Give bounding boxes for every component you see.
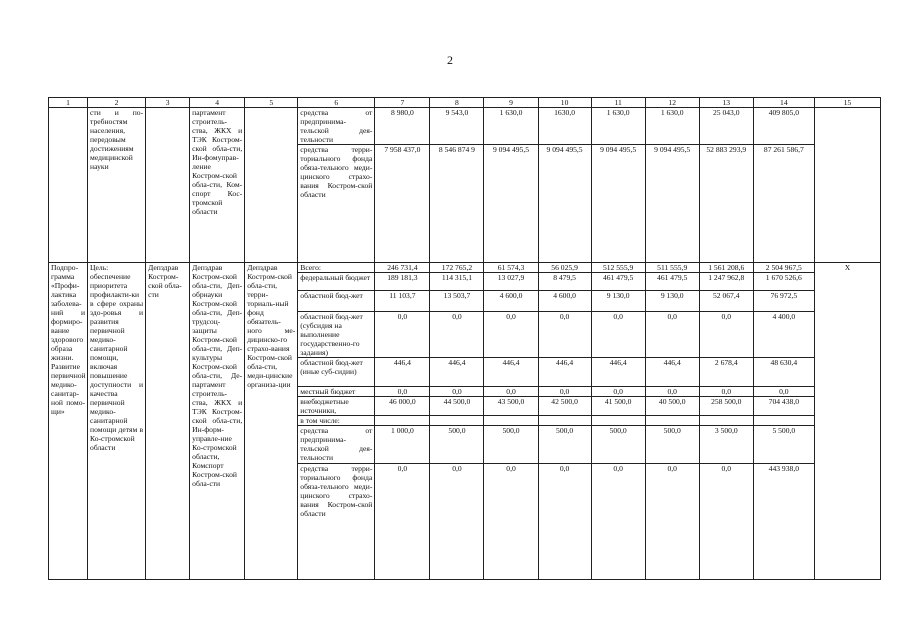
value-cell: 9 094 495,5 bbox=[484, 145, 538, 263]
value-cell: 87 261 586,7 bbox=[753, 145, 814, 263]
value-cell: 0,0 bbox=[645, 312, 699, 358]
table-row bbox=[49, 263, 881, 273]
executors-cell: Депздрав Костром-ской обла-сти, Деп-обрнауки Костром-ской обла-сти, Деп-трудсоц-защиты Костром-ской обла-сти, Деп-культуры Костром-ской обла-сти, Де-партамент строитель-ства, ЖКХ и ТЭК Костром-ской обла-сти, Ин-форм-управле-ние Ко-стромской области, Комспорт Костром-ской обла-сти bbox=[190, 263, 245, 580]
value-cell bbox=[753, 416, 814, 426]
value-cell: 61 574,3 bbox=[484, 263, 538, 273]
value-cell: 446,4 bbox=[375, 358, 430, 387]
value-cell: 446,4 bbox=[591, 358, 645, 387]
value-cell: 3 500,0 bbox=[699, 426, 753, 464]
value-cell: 500,0 bbox=[430, 426, 484, 464]
value-cell: 246 731,4 bbox=[375, 263, 430, 273]
value-cell bbox=[591, 416, 645, 426]
col-header: 5 bbox=[245, 98, 298, 108]
value-cell: 0,0 bbox=[753, 387, 814, 397]
value-cell: 25 043,0 bbox=[699, 108, 753, 145]
subprogram-cell: Подпро-грамма «Профи-лактика заболева-ний и формиро-вание здорового образа жизни. Развитие первичной медико-санитар-ной помо-щи» bbox=[49, 263, 88, 580]
value-cell bbox=[430, 416, 484, 426]
source-label: средства от предпринима-тельской дея-тельности bbox=[298, 426, 375, 464]
value-cell: 0,0 bbox=[538, 387, 591, 397]
value-cell: 7 958 437,0 bbox=[375, 145, 430, 263]
value-cell: 56 025,9 bbox=[538, 263, 591, 273]
value-cell: 1630,0 bbox=[538, 108, 591, 145]
value-cell: 2 504 967,5 bbox=[753, 263, 814, 273]
value-cell bbox=[484, 416, 538, 426]
col-header: 11 bbox=[591, 98, 645, 108]
col-header: 10 bbox=[538, 98, 591, 108]
col-header: 9 bbox=[484, 98, 538, 108]
col-header: 8 bbox=[430, 98, 484, 108]
table-row bbox=[49, 108, 881, 145]
executors-cell: партамент строитель-ства, ЖКХ и ТЭК Костром-ской обла-сти, Ин-фомуправ-ление Костром-ской обла-сти, Ком-спорт Кос-тромской области bbox=[190, 108, 245, 263]
value-cell: 4 600,0 bbox=[484, 291, 538, 312]
value-cell: 52 067,4 bbox=[699, 291, 753, 312]
value-cell: 1 561 208,6 bbox=[699, 263, 753, 273]
value-cell: 0,0 bbox=[375, 387, 430, 397]
value-cell: 511 555,9 bbox=[645, 263, 699, 273]
value-cell: 42 500,0 bbox=[538, 397, 591, 416]
source-label: местный бюджет bbox=[298, 387, 375, 397]
value-cell: 0,0 bbox=[591, 387, 645, 397]
value-cell: 446,4 bbox=[484, 358, 538, 387]
responsible-cell: Депздрав Костром-ской обла-сти bbox=[146, 263, 190, 580]
value-cell: 44 500,0 bbox=[430, 397, 484, 416]
value-cell: 0,0 bbox=[375, 464, 430, 580]
value-cell: 500,0 bbox=[484, 426, 538, 464]
value-cell: 5 500,0 bbox=[753, 426, 814, 464]
value-cell: 500,0 bbox=[538, 426, 591, 464]
col-header: 1 bbox=[49, 98, 88, 108]
header-row bbox=[49, 98, 881, 108]
source-label: областной бюд-жет (субсидия на выполнение государственно-го задания) bbox=[298, 312, 375, 358]
value-cell: 446,4 bbox=[645, 358, 699, 387]
goal-cell: Цель: обеспечение приоритета профилакти-ки в сфере охраны здо-ровья и развития первичной медико-санитарной помощи, включая повышение доступности и качества первичной медико-санитарной помощи детям в Ко-стромской области bbox=[88, 263, 146, 580]
value-cell: 0,0 bbox=[430, 312, 484, 358]
cell-empty bbox=[814, 108, 880, 263]
value-cell: 9 094 495,5 bbox=[538, 145, 591, 263]
value-cell: 1 670 526,6 bbox=[753, 273, 814, 291]
col-header: 15 bbox=[814, 98, 880, 108]
value-cell bbox=[645, 416, 699, 426]
value-cell: 189 181,3 bbox=[375, 273, 430, 291]
col-header: 14 bbox=[753, 98, 814, 108]
col-header: 13 bbox=[699, 98, 753, 108]
cell-empty bbox=[49, 108, 88, 263]
value-cell: 8 479,5 bbox=[538, 273, 591, 291]
value-cell: 13 027,9 bbox=[484, 273, 538, 291]
value-cell: 0,0 bbox=[430, 464, 484, 580]
page-number: 2 bbox=[447, 53, 453, 67]
value-cell: 52 883 293,9 bbox=[699, 145, 753, 263]
value-cell: 1 630,0 bbox=[484, 108, 538, 145]
value-cell: 0,0 bbox=[538, 464, 591, 580]
value-cell: 4 400,0 bbox=[753, 312, 814, 358]
value-cell: 0,0 bbox=[591, 464, 645, 580]
value-cell: 172 765,2 bbox=[430, 263, 484, 273]
value-cell: 114 315,1 bbox=[430, 273, 484, 291]
value-cell: 9 094 495,5 bbox=[591, 145, 645, 263]
source-label: внебюджетные источники, bbox=[298, 397, 375, 416]
value-cell: 43 500,0 bbox=[484, 397, 538, 416]
value-cell: 0,0 bbox=[484, 464, 538, 580]
goal-cell: сти и по-требностям населения, передовым достижениям медицинской науки bbox=[88, 108, 146, 263]
value-cell: 11 103,7 bbox=[375, 291, 430, 312]
value-cell: 461 479,5 bbox=[645, 273, 699, 291]
value-cell: 1 247 962,8 bbox=[699, 273, 753, 291]
value-cell: 0,0 bbox=[645, 464, 699, 580]
col-header: 7 bbox=[375, 98, 430, 108]
participants-cell: Депздрав Костром-ской обла-сти, терри-ториаль-ный фонд обязатель-ного ме-дицинско-го страхо-вания Костром-ской обла-сти, меди-цинские организа-ции bbox=[245, 263, 298, 580]
value-cell: 443 938,0 bbox=[753, 464, 814, 580]
value-cell: 461 479,5 bbox=[591, 273, 645, 291]
source-label: областной бюд-жет (иные суб-сидии) bbox=[298, 358, 375, 387]
value-cell: 0,0 bbox=[699, 464, 753, 580]
value-cell: 0,0 bbox=[484, 312, 538, 358]
col-header: 12 bbox=[645, 98, 699, 108]
value-cell: 0,0 bbox=[699, 312, 753, 358]
value-cell: 0,0 bbox=[484, 387, 538, 397]
source-label: средства терри-ториального фонда обяза-тельного меди-цинского страхо-вания Костром-ской области bbox=[298, 464, 375, 580]
value-cell: 13 503,7 bbox=[430, 291, 484, 312]
cell-empty bbox=[146, 108, 190, 263]
value-cell: 9 130,0 bbox=[591, 291, 645, 312]
cell-empty bbox=[245, 108, 298, 263]
value-cell: 704 438,0 bbox=[753, 397, 814, 416]
value-cell: 4 600,0 bbox=[538, 291, 591, 312]
value-cell: 512 555,9 bbox=[591, 263, 645, 273]
value-cell bbox=[375, 416, 430, 426]
value-cell: 0,0 bbox=[538, 312, 591, 358]
value-cell: 8 980,0 bbox=[375, 108, 430, 145]
value-cell: 9 130,0 bbox=[645, 291, 699, 312]
value-cell bbox=[538, 416, 591, 426]
value-cell: 9 094 495,5 bbox=[645, 145, 699, 263]
value-cell: 2 678,4 bbox=[699, 358, 753, 387]
value-cell: 9 543,0 bbox=[430, 108, 484, 145]
value-cell: 1 630,0 bbox=[591, 108, 645, 145]
value-cell: 0,0 bbox=[430, 387, 484, 397]
value-cell: 8 546 874 9 bbox=[430, 145, 484, 263]
value-cell: 500,0 bbox=[591, 426, 645, 464]
col-header: 2 bbox=[88, 98, 146, 108]
value-cell: 446,4 bbox=[538, 358, 591, 387]
source-label: средства терри-ториального фонда обяза-тельного меди-цинского страхо-вания Костром-ской области bbox=[298, 145, 375, 263]
value-cell: 1 630,0 bbox=[645, 108, 699, 145]
value-cell: 76 972,5 bbox=[753, 291, 814, 312]
source-label: федеральный бюджет bbox=[298, 273, 375, 291]
value-cell: 46 000,0 bbox=[375, 397, 430, 416]
value-cell: 0,0 bbox=[591, 312, 645, 358]
value-cell: 258 500,0 bbox=[699, 397, 753, 416]
mark-cell: X bbox=[814, 263, 880, 580]
value-cell: 48 630,4 bbox=[753, 358, 814, 387]
col-header: 6 bbox=[298, 98, 375, 108]
value-cell bbox=[699, 416, 753, 426]
source-label: Всего: bbox=[298, 263, 375, 273]
program-table bbox=[48, 97, 881, 580]
value-cell: 1 000,0 bbox=[375, 426, 430, 464]
value-cell: 0,0 bbox=[645, 387, 699, 397]
value-cell: 446,4 bbox=[430, 358, 484, 387]
col-header: 3 bbox=[146, 98, 190, 108]
value-cell: 0,0 bbox=[699, 387, 753, 397]
source-label: в том числе: bbox=[298, 416, 375, 426]
value-cell: 500,0 bbox=[645, 426, 699, 464]
source-label: областной бюд-жет bbox=[298, 291, 375, 312]
value-cell: 409 805,0 bbox=[753, 108, 814, 145]
value-cell: 0,0 bbox=[375, 312, 430, 358]
value-cell: 40 500,0 bbox=[645, 397, 699, 416]
col-header: 4 bbox=[190, 98, 245, 108]
source-label: средства от предпринима-тельской дея-тельности bbox=[298, 108, 375, 145]
value-cell: 41 500,0 bbox=[591, 397, 645, 416]
